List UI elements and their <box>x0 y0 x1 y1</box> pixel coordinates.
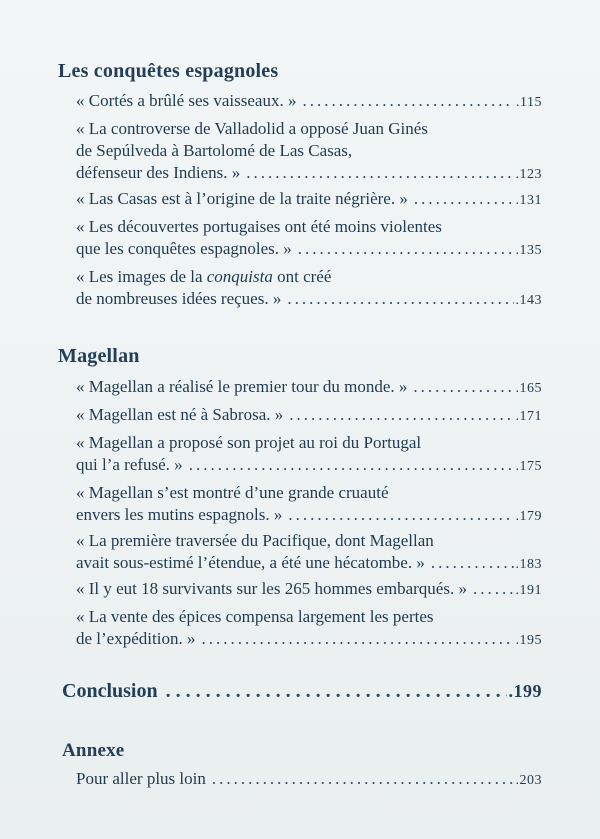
page-number: .135 <box>515 243 542 258</box>
conclusion-title: Conclusion <box>62 680 158 702</box>
entry-text: « Magellan a réalisé le premier tour du monde. » <box>76 377 408 396</box>
page-number: .175 <box>515 459 542 474</box>
leader-dots <box>289 404 513 426</box>
toc-entry[interactable] <box>76 188 542 212</box>
toc-entry[interactable] <box>76 578 542 602</box>
leader-dots <box>413 376 513 398</box>
page-number: .131 <box>515 193 542 208</box>
toc-entry-conclusion[interactable] <box>62 680 542 703</box>
page-number: .203 <box>515 773 542 788</box>
toc-entry[interactable] <box>76 118 542 186</box>
entry-text: « La controverse de Valladolid a opposé Juan Ginés <box>76 119 428 138</box>
page-number: .179 <box>515 509 542 524</box>
toc-entry[interactable] <box>76 482 542 528</box>
page-number: .165 <box>515 381 542 396</box>
italic-word: conquista <box>206 267 273 286</box>
leader-dots <box>473 578 514 600</box>
page-number: .123 <box>515 167 542 182</box>
toc-entry[interactable] <box>76 606 542 652</box>
entry-text: « Las Casas est à l’origine de la traite négrière. » <box>76 189 408 208</box>
section-title-magellan: Magellan <box>58 345 140 367</box>
toc-entry[interactable] <box>76 768 542 792</box>
entry-text: avait sous-estimé l’étendue, a été une hécatombe. » <box>76 553 425 572</box>
toc-entry[interactable] <box>76 266 542 312</box>
page-number: .183 <box>515 557 542 572</box>
entry-text: « La vente des épices compensa largement les pertes <box>76 607 434 626</box>
entry-text: de nombreuses idées reçues. » <box>76 289 282 308</box>
leader-dots <box>201 628 513 650</box>
toc-entry[interactable] <box>76 530 542 576</box>
page-number: .195 <box>515 633 542 648</box>
entry-text: « Cortés a brûlé ses vaisseaux. » <box>76 91 297 110</box>
leader-dots <box>189 454 514 476</box>
entry-text: Pour aller plus loin <box>76 769 206 788</box>
entry-text: envers les mutins espagnols. » <box>76 505 283 524</box>
leader-dots <box>414 188 514 210</box>
entry-text: « Magellan s’est montré d’une grande cruauté <box>76 483 389 502</box>
leader-dots <box>431 552 514 574</box>
entry-text: « Magellan a proposé son projet au roi du Portugal <box>76 433 422 452</box>
leader-dots <box>302 90 514 112</box>
entry-text: défenseur des Indiens. » <box>76 163 241 182</box>
toc-entry[interactable] <box>76 404 542 428</box>
section-title-annexe: Annexe <box>62 740 125 761</box>
leader-dots <box>287 288 513 310</box>
entry-text: « Les découvertes portugaises ont été moins violentes <box>76 217 442 236</box>
page-number: .171 <box>515 409 542 424</box>
toc-entry[interactable] <box>76 90 542 114</box>
entry-text: qui l’a refusé. » <box>76 455 183 474</box>
page-number: .191 <box>515 583 542 598</box>
page-number: .143 <box>515 293 542 308</box>
section-title-conquetes: Les conquêtes espagnoles <box>58 60 279 82</box>
toc-entry[interactable] <box>76 432 542 478</box>
entry-text: « Il y eut 18 survivants sur les 265 hommes embarqués. » <box>76 579 467 598</box>
leader-dots <box>212 768 514 790</box>
page-number: .199 <box>508 681 542 701</box>
leader-dots <box>246 162 513 184</box>
entry-text: que les conquêtes espagnoles. » <box>76 239 292 258</box>
entry-text: « Magellan est né à Sabrosa. » <box>76 405 284 424</box>
leader-dots <box>166 680 507 703</box>
entry-text: « La première traversée du Pacifique, dont Magellan <box>76 531 434 550</box>
leader-dots <box>298 238 514 260</box>
entry-text: de l’expédition. » <box>76 629 196 648</box>
entry-text: « Les images de la conquista ont créé <box>76 267 332 286</box>
toc-entry[interactable] <box>76 376 542 400</box>
page-number: .115 <box>516 95 542 110</box>
leader-dots <box>288 504 513 526</box>
toc-entry[interactable] <box>76 216 542 262</box>
entry-text: de Sepúlveda à Bartolomé de Las Casas, <box>76 141 353 160</box>
